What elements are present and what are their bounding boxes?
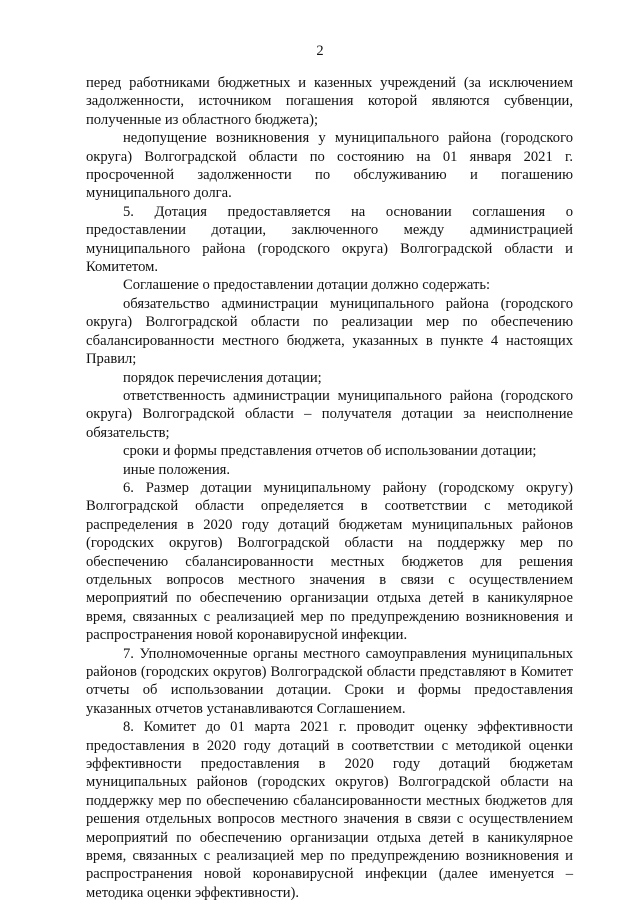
page-number: 2 — [316, 43, 324, 59]
paragraph-reporting-terms: сроки и формы представления отчетов об использовании дотации; — [123, 443, 537, 460]
paragraph-continuation-debt: перед работниками бюджетных и казенных учреждений (за исключением задолженности, источником погашения которой являются субвенции, полученные из областного бюджета); — [86, 75, 573, 128]
paragraph-agreement-contents: Соглашение о предоставлении дотации должно содержать: — [123, 277, 491, 294]
paragraph-7-reports: 7. Уполномоченные органы местного самоуправления муниципальных районов (городских округов) Волгоградской области представляют в Комитет отчеты об использовании дотации. Сроки и формы предоставления указанных отчетов устанавливаются Соглашением. — [86, 645, 573, 717]
paragraph-obligation-administration: обязательство администрации муниципального района (городского округа) Волгоградской области по реализации мер по обеспечению сбалансированности местного бюджета, указанных в пункте 4 настоящих Правил; — [86, 295, 573, 368]
paragraph-responsibility: ответственность администрации муниципального района (городского округа) Волгоградской области – получателя дотации за неисполнение обязательств; — [86, 387, 573, 441]
paragraph-transfer-procedure: порядок перечисления дотации; — [123, 369, 322, 386]
paragraph-no-overdue-debt: недопущение возникновения у муниципального района (городского округа) Волгоградской области по состоянию на 01 января 2021 г. просроченной задолженности по обслуживанию и погашению муниципального долга. — [86, 130, 573, 202]
paragraph-5-agreement-basis: 5. Дотация предоставляется на основании соглашения о предоставлении дотации, заключенного между администрацией муниципального района (городского округа) Волгоградской области и Комитетом. — [86, 203, 573, 276]
paragraph-8-efficiency-assessment: 8. Комитет до 01 марта 2021 г. проводит оценку эффективности предоставления в 2020 году дотаций в соответствии с методикой оценки эффективности предоставления в 2020 году дотаций бюджетам муниципальных районов (городских округов) Волгоградской области на поддержку мер по обеспечению сбалансированности местных бюджетов для решения отдельных вопросов местного значения в связи с осуществлением мероприятий по обеспечению организации отдыха детей в каникулярное время, связанных с реализацией мер по предупреждению возникновения и распространения новой коронавирусной инфекции (далее именуется – методика оценки эффективности). — [86, 719, 573, 901]
paragraph-other-provisions: иные положения. — [123, 461, 231, 478]
document-body — [86, 74, 573, 902]
paragraph-6-grant-size: 6. Размер дотации муниципальному району (городскому округу) Волгоградской области определяется в соответствии с методикой распределения в 2020 году дотаций бюджетам муниципальных районов (городских округов) Волгоградской области на поддержку мер по обеспечению сбалансированности местных бюджетов для решения отдельных вопросов местного значения в связи с осуществлением мероприятий по обеспечению организации отдыха детей в каникулярное время, связанных с реализацией мер по предупреждению возникновения и распространения новой коронавирусной инфекции. — [86, 479, 573, 644]
